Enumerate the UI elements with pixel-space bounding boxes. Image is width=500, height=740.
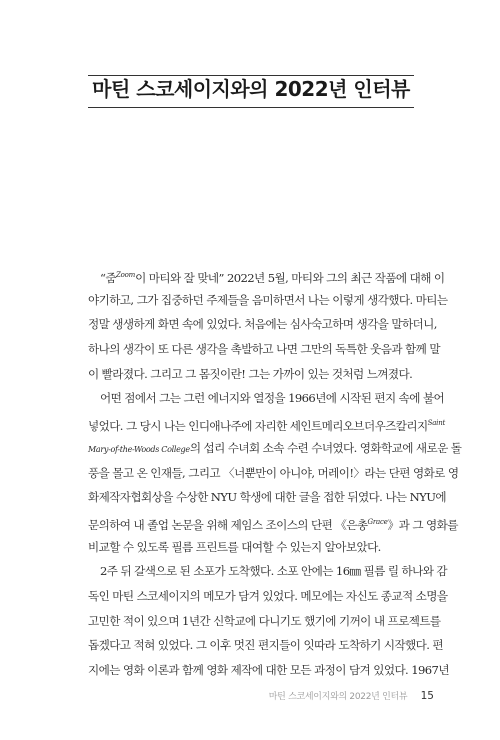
text-line-content: 하나의 생각이 또 다른 생각을 촉발하고 나면 그만의 독특한 웃음과 함께 말 bbox=[88, 342, 440, 357]
text-line-content: 야기하고, 그가 집중하던 주제들을 음미하면서 나는 이렇게 생각했다. 마티는 bbox=[88, 292, 448, 307]
text-line bbox=[88, 510, 458, 535]
superscript-gloss: Saint bbox=[427, 419, 446, 428]
superscript-gloss: Zoom bbox=[115, 271, 136, 279]
page-number: 15 bbox=[420, 690, 434, 702]
text-line bbox=[88, 312, 437, 337]
text-segment: 넣었다. 그 당시 나는 인디애나주에 자리한 세인트메리오브더우즈칼리지 bbox=[88, 419, 428, 434]
text-line-content: 고민한 적이 있으며 1년간 신학교에 다니기도 했기에 기꺼이 내 프로젝트를 bbox=[88, 613, 441, 628]
text-line bbox=[88, 559, 448, 584]
text-line-content: 독인 마틴 스코세이지의 메모가 담겨 있었다. 메모에는 자신도 종교적 소명을 bbox=[88, 588, 448, 603]
text-line bbox=[88, 386, 445, 411]
text-line bbox=[88, 362, 434, 387]
text-line-content: 풍을 몰고 온 인재들, 그리고 〈너뿐만이 아니야, 머레이!〉라는 단편 영화로 영 bbox=[88, 465, 459, 480]
text-line bbox=[88, 337, 440, 362]
text-line-content: 돕겠다고 적혀 있었다. 그 이후 멋진 편지들이 잇따라 도착하기 시작했다. 편 bbox=[88, 638, 444, 653]
text-line bbox=[88, 411, 446, 436]
text-line bbox=[88, 263, 445, 288]
text-line-content: 이 빨라졌다. 그리고 그 몸짓이란! 그는 가까이 있는 것처럼 느껴졌다. bbox=[88, 366, 413, 381]
text-line-content: 어떤 점에서 그는 그런 에너지와 열정을 1966년에 시작된 편지 속에 불어 bbox=[100, 391, 445, 406]
text-line-content: 정말 생생하게 화면 속에 있었다. 처음에는 심사숙고하며 생각을 말하더니, bbox=[88, 317, 437, 332]
text-segment: 이 마티와 잘 맞네” 2022년 5월, 마티와 그의 최근 작품에 대해 이 bbox=[135, 271, 445, 285]
text-line-content: 지에는 영화 이론과 함께 영화 제작에 대한 모든 과정이 담겨 있었다. 1967년 bbox=[88, 663, 449, 677]
text-line bbox=[88, 461, 459, 486]
text-segment: 》과 그 영화를 bbox=[387, 517, 458, 532]
text-segment: 문의하여 내 졸업 논문을 위해 제임스 조이스의 단편 《은총 bbox=[88, 517, 368, 532]
text-segment: “줌 bbox=[100, 271, 116, 285]
chapter-title: 마틴 스코세이지와의 2022년 인터뷰 bbox=[92, 77, 410, 101]
page-footer bbox=[250, 689, 434, 702]
text-line bbox=[88, 609, 441, 634]
title-rule-bottom bbox=[88, 107, 414, 108]
text-line bbox=[88, 288, 448, 313]
text-line bbox=[88, 584, 448, 609]
foreign-term: Mary-of-the-Woods College bbox=[88, 444, 190, 454]
text-line bbox=[88, 436, 462, 461]
body-text bbox=[88, 263, 462, 683]
text-line bbox=[88, 658, 449, 683]
superscript-gloss: Grace bbox=[367, 517, 388, 526]
text-line bbox=[88, 633, 444, 658]
text-line-content: 2주 뒤 갈색으로 된 소포가 도착했다. 소포 안에는 16㎜ 필름 릴 하나와 감 bbox=[100, 564, 448, 579]
text-line-content: 비교할 수 있도록 필름 프린트를 대여할 수 있는지 알아보았다. bbox=[88, 539, 381, 554]
text-line-content: 화제작자협회상을 수상한 NYU 학생에 대한 글을 접한 뒤였다. 나는 NYU에 bbox=[88, 490, 446, 505]
text-line bbox=[88, 535, 434, 560]
text-line bbox=[88, 485, 446, 510]
text-segment: 의 섭리 수녀회 소속 수련 수녀였다. 영화학교에 새로운 돌 bbox=[189, 440, 462, 455]
running-head: 마틴 스코세이지와의 2022년 인터뷰 bbox=[268, 692, 408, 702]
